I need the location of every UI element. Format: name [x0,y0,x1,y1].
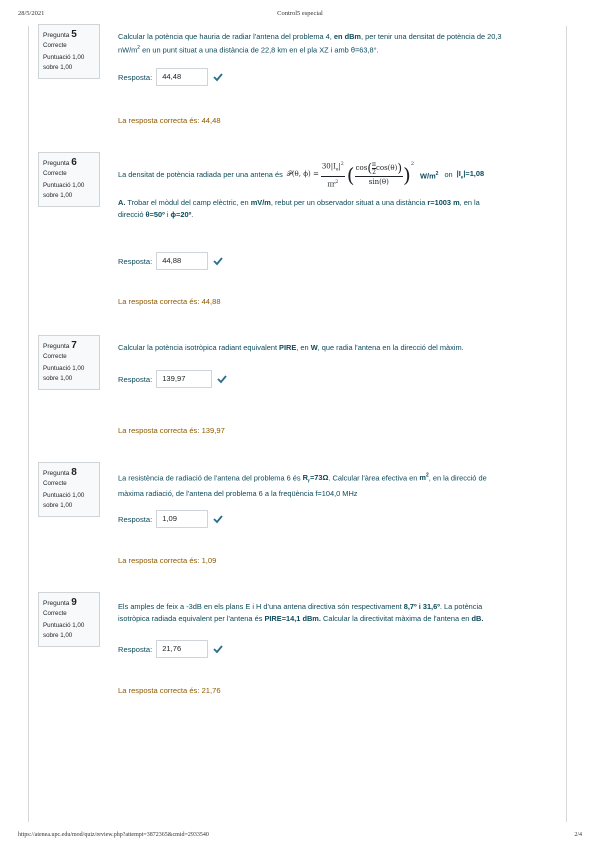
answer-label: Resposta: [118,72,153,82]
print-title: Control5 especial [277,10,323,17]
question-6 [38,152,566,317]
formula-intro: La densitat de potència radiada per una antena és [118,170,283,180]
answer-row [118,510,223,528]
answer-input[interactable]: 1,09 [156,510,208,528]
answer-input[interactable]: 44,88 [156,252,208,270]
question-text: Els amples de feix a -3dB en els plans E i H d'una antena directiva són respectivament 8,7º i 31,6º. La potència isotròpica radiada equivalent per l'antena és PIRE=14,1 dBm. Calcular la directivitat màxima de l'antena en dB. [118,602,484,623]
question-5 [38,24,566,134]
question-number: Pregunta 7 [43,340,77,351]
correct-answer: La resposta correcta és: 44,48 [118,116,221,125]
question-text: Calcular la potència isotròpica radiant equivalent PIRE, en W, que radia l'antena en la direcció del màxim. [118,343,464,352]
question-state: Correcte [43,169,67,177]
check-icon [213,644,223,654]
left-border [28,26,29,822]
formula-units: $W/m^2$ [420,170,439,180]
question-grade-line1: Puntuació 1,00 [43,622,85,629]
check-icon [217,374,227,384]
current-value: $|I_e|=1,08$ [456,168,485,179]
question-state: Correcte [43,479,67,487]
question-state: Correcte [43,352,67,360]
answer-label: Resposta: [118,374,153,384]
question-text: Calcular la potència que hauria de radiar l'antena del problema 4, en dBm, per tenir una densitat de potència de 20,3 $nW/m^2$ en un punt situat a una distància de 22,8 km en el pla XZ i amb θ=63,8°. [118,32,502,54]
answer-label: Resposta: [118,644,153,654]
question-number: Pregunta 6 [43,157,77,168]
check-icon [213,72,223,82]
question-grade-line2: sobre 1,00 [43,191,73,199]
correct-answer: La resposta correcta és: 21,76 [118,686,221,695]
question-info [38,592,100,647]
correct-answer: La resposta correcta és: 139,97 [118,426,225,435]
question-number: Pregunta 5 [43,29,77,40]
answer-row [118,640,223,658]
question-8 [38,462,566,577]
answer-input[interactable]: 139,97 [156,370,212,388]
question-text: La resistència de radiació de l'antena del problema 6 és $R_r=73\Omega$. Calcular l'àrea efectiva en $m^2$, en la direcció de màxima radiació, de l'antena del problema 6 a la freqüència f=104,0 MHz [118,473,487,499]
question-grade-line1: Puntuació 1,00 [43,365,85,372]
answer-row [118,370,227,388]
question-grade-line2: sobre 1,00 [43,63,73,71]
question-grade-line2: sobre 1,00 [43,374,73,382]
page-footer [18,832,582,838]
answer-label: Resposta: [118,514,153,524]
question-number: Pregunta 8 [43,467,77,478]
question-number: Pregunta 9 [43,597,77,608]
correct-answer: La resposta correcta és: 44,88 [118,297,221,306]
correct-answer: La resposta correcta és: 1,09 [118,556,217,565]
question-grade-line1: Puntuació 1,00 [43,492,85,499]
check-icon [213,514,223,524]
check-icon [213,256,223,266]
question-info [38,24,100,79]
right-border [566,26,567,822]
question-state: Correcte [43,41,67,49]
question-info [38,335,100,390]
page-number: 2/4 [574,832,582,838]
answer-label: Resposta: [118,256,153,266]
formula-on: on [444,170,453,180]
power-density-formula: 𝒫(θ, ϕ) = $\frac{30|I_e|^2}{\pi r^2}$ ( cos ( π 2 cos(θ) ) sin(θ) ) $^2$ [286,161,415,189]
question-grade-line1: Puntuació 1,00 [43,54,85,61]
answer-row [118,252,223,270]
answer-input[interactable]: 44,48 [156,68,208,86]
answer-row [118,68,223,86]
question-text [118,159,550,220]
question-9 [38,592,566,707]
question-grade-line1: Puntuació 1,00 [43,182,85,189]
question-7 [38,335,566,445]
question-grade-line2: sobre 1,00 [43,631,73,639]
question-state: Correcte [43,609,67,617]
answer-input[interactable]: 21,76 [156,640,208,658]
question-info [38,152,100,207]
question-part-a: A. Trobar el mòdul del camp elèctric, en mV/m, rebut per un observador situat a una distància r=1003 m, en la direcció θ=50º i ϕ=20º. [118,198,480,219]
print-date: 28/5/2021 [18,10,45,17]
question-info [38,462,100,517]
page-url: https://atenea.upc.edu/mod/quiz/review.php?attempt=3872365&cmid=2933540 [18,832,209,838]
question-grade-line2: sobre 1,00 [43,501,73,509]
